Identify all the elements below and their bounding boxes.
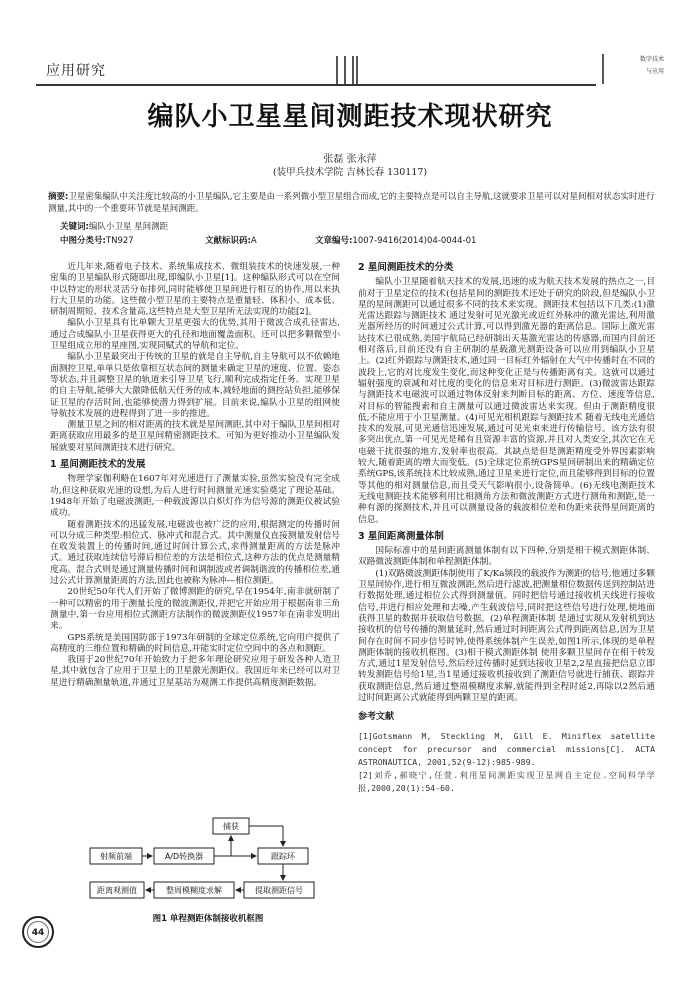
- keywords: [60, 220, 168, 232]
- label-range-observation: 距离观测值: [97, 886, 137, 895]
- figure-caption: 图1 单程测距体制接收机框图: [152, 914, 264, 924]
- paragraph: 国际标准中的星间距离测量体制有以下四种,分别是相干模式测距体制、双路微波测距体制和单程测距体制。: [358, 546, 655, 568]
- abstract-label: 摘要:: [48, 192, 69, 202]
- reference-item: [1]Gotsmann M, Steckling M, Gill E. Miniflex satellite concept for precursor and commercial missions[C]. ACTA ASTRONAUTICA, 2001,52(9-12):985-989.: [358, 730, 655, 767]
- paragraph: 编队小卫星具有比单颗大卫星更强大的优势,其用于微波合成孔径雷达,通过合成编队小卫星获得更大的孔径和地面覆盖面积。还可以把多颗微型小卫星组成立形的星座图,实现同赋式的导航和定位。: [50, 318, 340, 352]
- doc-code: 文献标识码:A: [205, 236, 257, 246]
- paragraph: (1)双路微波测距体制使用了K/Ka频段的载波作为测距的信号,他通过多颗卫星间协作,进行相互微波测距,然后进行滤波,把测量相位数据传送到控制站进行数据处理,通过相位公式得到测量值。同时把信号通过接收机天线进行接收信号,并进行相应处理和去噪,产生载波信号,同时把这些信号进行处理,使地面获得卫星的数据并获取信号数据。(2)单程测距体制 是通过实现从发射机到达接收机的信号传播的测量延时,然后通过时间距离公式得到距离信息,因为卫星间存在时间不同步信号时钟,使得系统体制产生误差,如图1所示,体现的是单程测距体制的接收机框图。(3)相干模式测距体制 使用多颗卫星间存在相干转发方式,通过1星发射信号,然后经过传播时延到达接收卫星2,2星直接把信息立即转发测距信号给1星,当1星通过接收机接收到了测距信号就进行捕获、跟踪并获取测距信息,然后通过整周模糊度求解,就能得到全程时延2,再除以2然后通过时间距离公式就能得到两颗卫星的距离。: [358, 568, 655, 703]
- label-ambiguity-resolution: 整周模糊度求解: [166, 886, 222, 895]
- section-label: 应用研究: [46, 63, 106, 79]
- paper-authors: 张磊 张永萍: [323, 154, 377, 165]
- label-rf-front-end: 射频前端: [100, 852, 132, 861]
- paper-title: 编队小卫星星间测距技术现状研究: [147, 102, 553, 132]
- abstract-text: 卫星密集编队中关注度比较高的小卫星编队,它主要是由一系列微小型卫星组合而成,它的主要特点是可以自主导航,这就要求卫星可以对星间相对状态实时进行测量,其中的一个重要环节就是星间测距。: [48, 192, 655, 214]
- label-capture: 捕获: [223, 822, 239, 831]
- page-number-badge: [22, 916, 54, 948]
- paragraph: 物理学家伽利略在1607年对光速进行了测量实验,虽然实验没有完全成功,但这种获取光速的设想,为后人进行时间测量光速实验奠定了理论基础。1948年开始了电磁波测距,一种载波源以白炽灯作为信号源的测距仪被试验成功。: [50, 474, 340, 519]
- references-heading: 参考文献: [358, 712, 395, 723]
- paper-affiliation: (装甲兵技术学院 吉林长春 130117): [272, 167, 428, 178]
- left-column: [50, 262, 340, 689]
- header-rule: [36, 84, 596, 86]
- paragraph: 编队小卫星随着航天技术的发展,迅速的成为航天技术发展的热点之一,目前对于卫星定位的技术(包括星间的测距技术还处于研究的阶段,但是编队小卫星的星间测距可以通过很多不同的技术来实现。测距技术包括以下几类:(1)激光雷达跟踪与测距技术 通过发射可见光激光或近红外脉冲的激光雷达,利用激光器所经历的时间通过公式计算,可以得到激光器的距离信息。国际上激光雷达技术已很成熟,美国宇航局已经研制出天基激光雷达的传感器,而国内目前还相对落后,目前还没有自主研制的星载激光测距设备可以应用到编队小卫星上。(2)红外跟踪与测距技术,通过同一目标红外辐射在大气中传播时在不同的波段上,它的对比度发生变化,而这种变化正是与传播距离有关。这就可以通过辐射强度的衰减和对比度的变化的信息来对目标进行测距。(3)微波雷达跟踪与测距技术电磁波可以通过物体反射来判断目标的距离、方位、速度等信息,对目标的智能搜索和自主测量可以通过微波雷达来实现。但由于测距精度很低,不能应用于小卫星测量。(4)可见光相机跟踪与测距技术 随着无线电光通信技术的发展,可见光通信迅速发展,通过可见光束来进行传输信号。该方法有很多突出优点,第一可见光是稀有且资源丰富的资源,并且对人类安全,其次它在无电磁干扰很强的地方,发射率也很高。其缺点是但是测距精度受外界因素影响较大,随着距离的增大而变低。(5)全球定位系统GPS星间研制出来的精确定位系统GPS,该系统技术比较成熟,通过卫星来进行定位,而且能够得到目标的位置等其他的相对测量信息,而且受天气影响很小,设备简单。(6)无线电测距技术 无线电测距技术能够利用比相测角方法和微波测距方式进行测角和测距,是一种有源的探测技术,并且可以测量设备的载波相位差和伪距来获得星间距离的信息。: [358, 277, 655, 525]
- paragraph: 编队小卫星最突出于传统的卫星的就是自主导航,自主导航可以不依赖地面测控卫星,单单只是依靠相互状态间的测量来确定卫星的速度、位置、姿态等状态,并且调整卫星的轨道来引导卫星飞行,顺利完成指定任务。实现卫星的自主导航,能够大大激降低航天任务的成本,减轻地面的测控站负担,能够保证卫星的存活时间,也能够使潜力得到扩展。目前来说,编队小卫星的组网使导航技术发展的进程得到了进一步的推进。: [50, 352, 340, 419]
- paragraph: 20世纪50年代人们开始了微博测距的研究,早在1954年,南非就研制了一种可以精密的用于测量长度的微波测距仪,并把它开始应用于根据南非三角测量中,第一台应用相位式测距方法制作的微波测距仪1957年在南非发明出来。: [50, 587, 340, 632]
- keywords-label: 关键词:: [60, 222, 89, 232]
- label-extract-signal: 提取测距信号: [255, 886, 303, 895]
- label-adc: A/D转换器: [164, 852, 204, 861]
- clc-code: 中图分类号:TN927: [60, 236, 134, 246]
- magazine-logo: [602, 54, 666, 84]
- article-number: 文章编号:1007-9416(2014)04-0044-01: [315, 236, 477, 246]
- keywords-text: 编队小卫星 星间测距: [88, 222, 169, 232]
- logo-line-1: 数字技术: [639, 56, 664, 63]
- figure-1: [88, 816, 328, 926]
- section-heading-1: 1 星间测距技术的发展: [50, 459, 146, 471]
- receiver-block-diagram: [88, 816, 328, 906]
- paragraph: 我国于20世纪70年开始致力于把多年理论研究应用于研发各种人造卫星,其中就包含了应用于卫星上的卫星激光测距仪。我国近年来已经可以对卫星进行精确测量轨道,并通过卫星基站为观测工作提供高精度测距数据。: [50, 655, 340, 688]
- paragraph: 近几年来,随着电子技术、系统集成技术、微组装技术的快速发展,一种密集的卫星编队形式随即出现,即编队小卫星[1]。这种编队形式可以在空间中以特定的形状灵活分布排列,同时能够使卫星间进行相互的协作,用以来执行大卫星的功能。这些微小型卫星的主要特点是重量轻、体积小、成本低、研制周期短、技术含量高,这些特点是大型卫星所无法实现的功能[2]。: [50, 262, 340, 318]
- paragraph: GPS系统是美国国防部于1973年研制的全球定位系统,它向用户提供了高精度的三维位置和精确的时间信息,并能实时定位空间中的各点和测距。: [50, 632, 340, 654]
- paragraph: 测量卫星之间的相对距离的技术就是星间测距,其中对于编队卫星间相对距离获取应用最多的是卫星间精密测距技术。可知为更好推动小卫星编队发展就要对星间测距技术进行研究。: [50, 420, 340, 453]
- logo-line-2: 与应用: [645, 68, 664, 75]
- section-heading-2: 2 星间测距技术的分类: [358, 262, 454, 273]
- page-number: 44: [31, 928, 45, 938]
- header-decoration: [336, 56, 376, 84]
- abstract: [48, 192, 658, 215]
- right-column: [358, 262, 655, 795]
- paragraph: 随着测距技术的迅猛发展,电磁波也被广泛的应用,根据测定的传播时间可以分成三种类型:相位式、脉冲式和混合式。其中测量仪直接测量发射信号在收发装置上的传播时间,通过时间计算公式,求得测量距离的方法是脉冲式。通过获取连续信号滞后相位差的方法是相位式,这种方法的优点是测量精度高。混合式则是通过测量传播时间和调制波或者调制谐波的传播相位差,通过公式计算测量距离的方法,因此也被称为脉冲—相位测距。: [50, 519, 340, 587]
- section-heading-3: 3 星间距离测量体制: [358, 530, 444, 542]
- label-tracking-loop: 跟踪环: [271, 852, 295, 861]
- page-header: [36, 52, 666, 86]
- reference-item: [2]刘乔,郝晓宁,任萱.利用星间测距实现卫星网自主定位.空间科学学报,2000,20(1):54-60.: [358, 769, 655, 793]
